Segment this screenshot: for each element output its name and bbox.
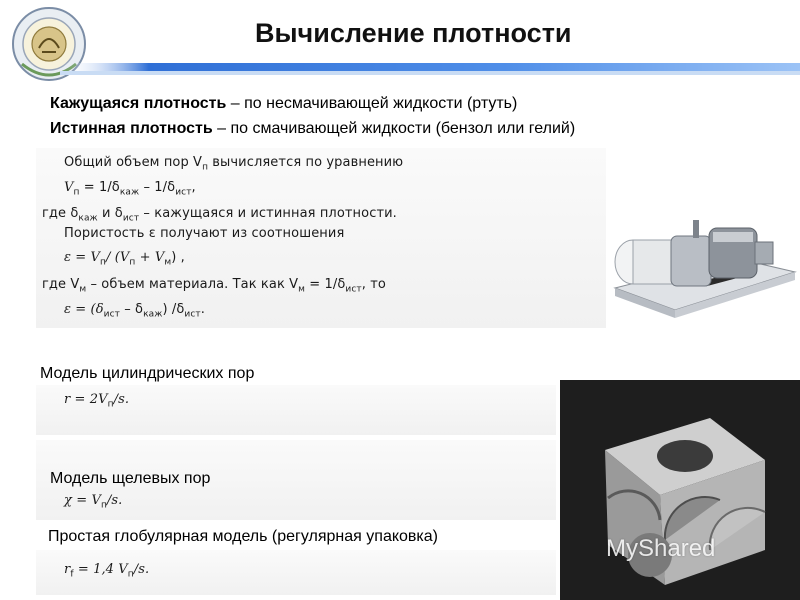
model-formula-slit: $\chi = V_п/s$. — [64, 493, 123, 511]
formula-line-6: где $V_м$ – объем материала. Так как $V_м = 1/\delta_{ист}$, то — [42, 277, 386, 295]
model-label-globular: Простая глобулярная модель (регулярная упаковка) — [48, 528, 438, 545]
definition-apparent-density — [50, 95, 517, 113]
formula-line-1: Общий объем пор $V_п$ вычисляется по уравнению — [64, 155, 404, 173]
model-label-slit: Модель щелевых пор — [50, 470, 211, 487]
formula-line-2: $V_п = 1/\delta_{каж} - 1/\delta_{ист}$, — [64, 180, 196, 198]
watermark-text: MyShared — [606, 535, 716, 562]
model-formula-globular: $r_f = 1,4$ $V_п/s$. — [64, 562, 150, 580]
definition-text: – по смачивающей жидкости (бензол или гелий) — [212, 120, 576, 137]
definition-text: – по несмачивающей жидкости (ртуть) — [226, 95, 518, 112]
formula-line-4: Пористость ε получают из соотношения — [64, 226, 345, 241]
model-formula-cylindrical: $r = 2V_п/s$. — [64, 392, 130, 410]
pycnometer-device-image — [605, 210, 800, 320]
model-label-cylindrical: Модель цилиндрических пор — [40, 365, 255, 382]
definition-true-density — [50, 120, 575, 138]
slide-title: Вычисление плотности — [255, 18, 572, 48]
globular-packing-cube-image — [560, 380, 800, 600]
header-decorative-band — [60, 60, 800, 78]
definition-term: Истинная плотность — [50, 120, 213, 137]
formula-line-3: где $\delta_{каж}$ и $\delta_{ист}$ – кажущаяся и истинная плотности. — [42, 206, 397, 224]
formula-line-7: $\varepsilon = (\delta_{ист} - \delta_{каж})$ $/\delta_{ист}$. — [64, 302, 205, 320]
definition-term: Кажущаяся плотность — [50, 95, 227, 112]
formula-line-5: $\varepsilon = V_п/$ $(V_п + V_м)$ , — [64, 250, 185, 268]
